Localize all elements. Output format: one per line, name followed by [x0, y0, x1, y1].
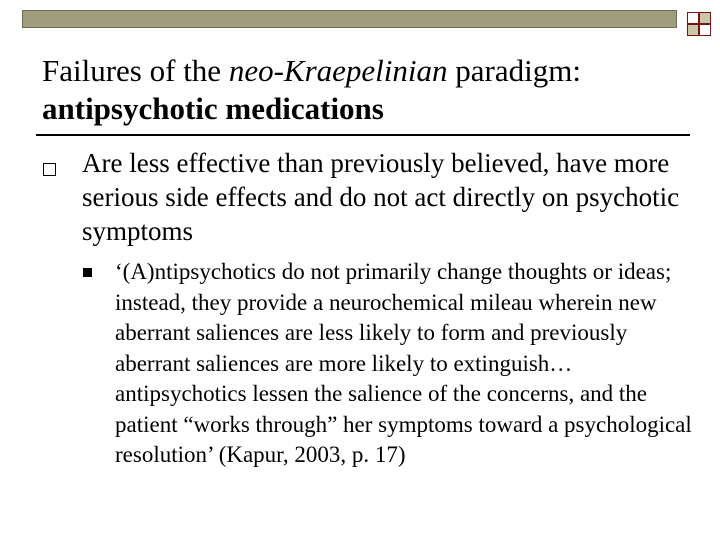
slide-title: [42, 52, 702, 128]
title-text-end: paradigm:: [447, 53, 581, 88]
hollow-square-bullet-icon: [43, 163, 56, 176]
title-divider: [36, 134, 690, 136]
filled-square-bullet-icon: [83, 268, 92, 277]
header-decoration-bar: [22, 10, 677, 28]
title-text-start: Failures of the: [42, 53, 229, 88]
corner-decoration-square: [687, 24, 699, 36]
corner-decoration-square: [687, 12, 699, 24]
slide-title-line1: [42, 52, 702, 90]
corner-decoration-square: [699, 24, 711, 36]
slide-title-line2: antipsychotic medications: [42, 91, 384, 126]
corner-decoration-square: [699, 12, 711, 24]
bullet-text-level1: Are less effective than previously believed, have more serious side effects and do not act directly on psychotic symptoms: [82, 148, 680, 246]
title-text-italic: neo-Kraepelinian: [228, 53, 448, 88]
bullet-text-level2: ‘(A)ntipsychotics do not primarily change thoughts or ideas; instead, they provide a neurochemical mileau wherein new aberrant saliences are less likely to form and previously aberrant saliences are more likely to extinguish… antipsychotics lessen the salience of the concerns, and the patient “works through” her symptoms toward a psychological resolution’ (Kapur, 2003, p. 17): [115, 259, 692, 467]
